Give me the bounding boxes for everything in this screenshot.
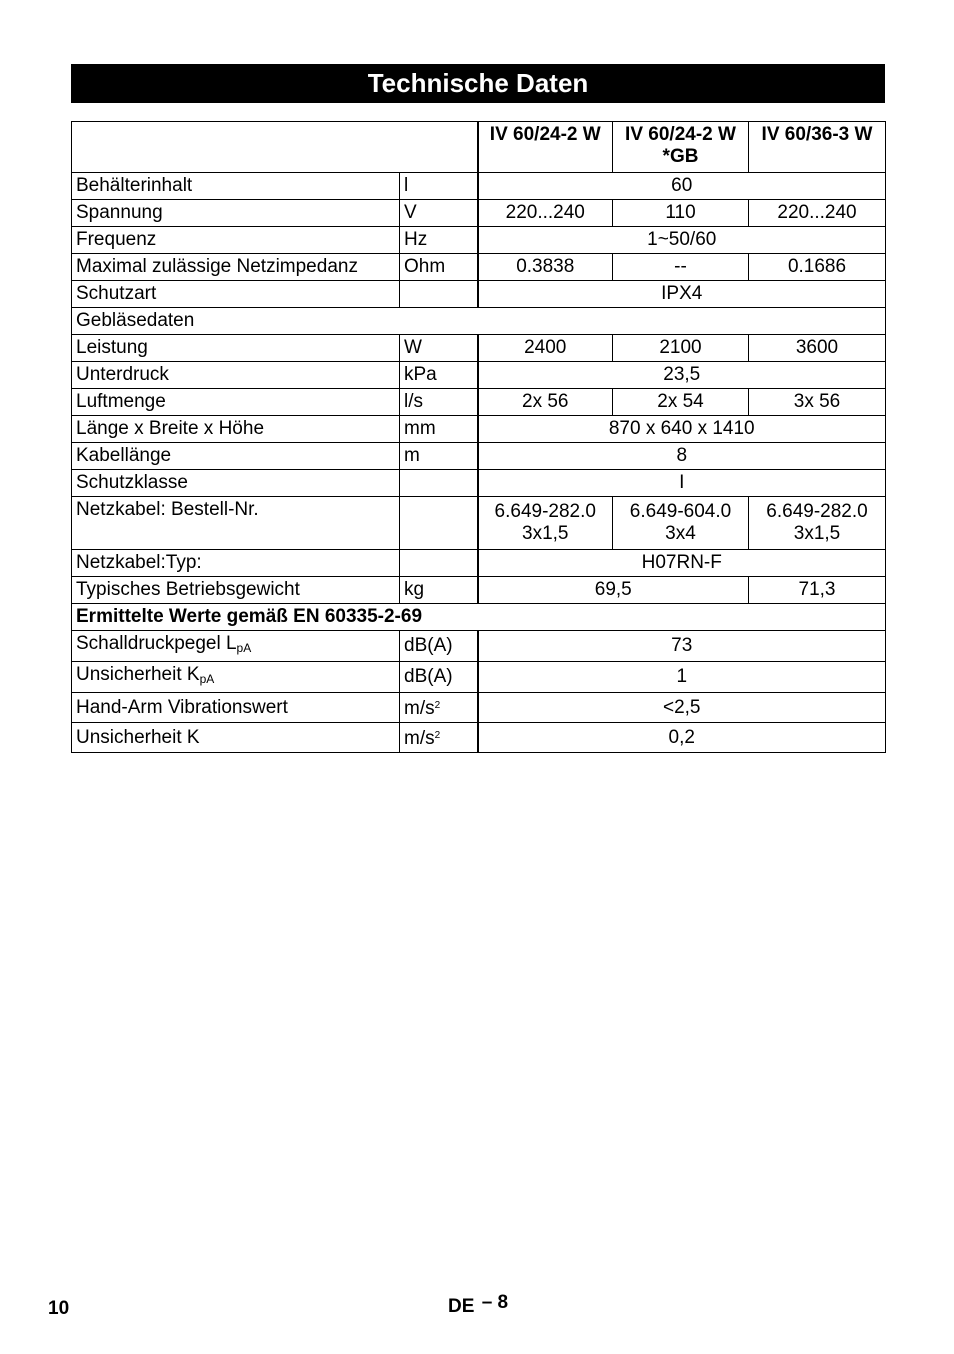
row-label: Schutzklasse	[72, 470, 400, 497]
row-value: 3600	[749, 335, 886, 362]
row-unit: dB(A)	[400, 662, 478, 693]
row-label: Hand-Arm Vibrationswert	[72, 693, 400, 723]
page-number: 10	[48, 1298, 70, 1319]
table-row	[72, 200, 886, 227]
row-value: 23,5	[478, 362, 886, 389]
model-header-1: IV 60/24-2 W	[478, 122, 613, 173]
row-unit: V	[400, 200, 478, 227]
row-unit: W	[400, 335, 478, 362]
row-value: 3x 56	[749, 389, 886, 416]
row-value: IPX4	[478, 281, 886, 308]
table-row	[72, 389, 886, 416]
row-label: Behälterinhalt	[72, 173, 400, 200]
footer-dash: – 8	[481, 1292, 509, 1313]
row-label: Schalldruckpegel $L_{pA}$	[72, 631, 400, 662]
row-value: 220...240	[749, 200, 886, 227]
table-row	[72, 227, 886, 254]
row-unit: $m/s^2$	[400, 693, 478, 723]
row-label: Netzkabel: Bestell-Nr.	[72, 497, 400, 550]
row-value: 2x 56	[478, 389, 613, 416]
row-value: 220...240	[478, 200, 613, 227]
section-row	[72, 604, 886, 631]
row-value: 8	[478, 443, 886, 470]
row-label: Luftmenge	[72, 389, 400, 416]
row-value: 6.649-604.0 3x4	[613, 497, 749, 550]
row-unit: Ohm	[400, 254, 478, 281]
table-row	[72, 254, 886, 281]
row-value: 60	[478, 173, 886, 200]
table-row	[72, 416, 886, 443]
row-value: 2x 54	[613, 389, 749, 416]
row-value: 2400	[478, 335, 613, 362]
row-label: Frequenz	[72, 227, 400, 254]
section-label: Gebläsedaten	[72, 308, 886, 335]
row-value: 1~50/60	[478, 227, 886, 254]
table-row	[72, 693, 886, 723]
row-unit: m	[400, 443, 478, 470]
table-row	[72, 443, 886, 470]
table-row	[72, 470, 886, 497]
row-value: 110	[613, 200, 749, 227]
row-value: <2,5	[478, 693, 886, 723]
row-value: 0.3838	[478, 254, 613, 281]
table-row	[72, 550, 886, 577]
row-unit	[400, 470, 478, 497]
row-unit	[400, 281, 478, 308]
row-label: Schutzart	[72, 281, 400, 308]
row-unit: dB(A)	[400, 631, 478, 662]
header-empty-cell	[72, 122, 478, 173]
footer-lang: DE	[448, 1296, 475, 1317]
row-label: Länge x Breite x Höhe	[72, 416, 400, 443]
row-unit: Hz	[400, 227, 478, 254]
row-unit: $m/s^2$	[400, 723, 478, 753]
row-value: 6.649-282.0 3x1,5	[478, 497, 613, 550]
section-label: Ermittelte Werte gemäß EN 60335-2-69	[72, 604, 886, 631]
table-row	[72, 577, 886, 604]
row-label: Typisches Betriebsgewicht	[72, 577, 400, 604]
row-label: Leistung	[72, 335, 400, 362]
table-row	[72, 723, 886, 753]
row-unit: l	[400, 173, 478, 200]
row-value: 0,2	[478, 723, 886, 753]
table-row	[72, 173, 886, 200]
table-row	[72, 335, 886, 362]
page-title: Technische Daten	[71, 64, 885, 103]
footer-language-page	[448, 1292, 509, 1318]
row-unit: l/s	[400, 389, 478, 416]
row-label: Netzkabel:Typ:	[72, 550, 400, 577]
row-value: 2100	[613, 335, 749, 362]
row-unit: kPa	[400, 362, 478, 389]
row-unit	[400, 497, 478, 550]
model-header-3: IV 60/36-3 W	[749, 122, 886, 173]
table-row	[72, 281, 886, 308]
row-value: 870 x 640 x 1410	[478, 416, 886, 443]
row-value: 1	[478, 662, 886, 693]
row-value: 0.1686	[749, 254, 886, 281]
row-value: 73	[478, 631, 886, 662]
row-label: Unterdruck	[72, 362, 400, 389]
row-value: I	[478, 470, 886, 497]
row-unit	[400, 550, 478, 577]
table-row	[72, 662, 886, 693]
row-unit: mm	[400, 416, 478, 443]
row-value: --	[613, 254, 749, 281]
row-label: Maximal zulässige Netzimpedanz	[72, 254, 400, 281]
row-label: Unsicherheit K	[72, 723, 400, 753]
row-unit: kg	[400, 577, 478, 604]
row-label: Spannung	[72, 200, 400, 227]
table-row	[72, 631, 886, 662]
row-value: 69,5	[478, 577, 749, 604]
model-header-2: IV 60/24-2 W *GB	[613, 122, 749, 173]
row-value: 6.649-282.0 3x1,5	[749, 497, 886, 550]
table-header-row	[72, 122, 886, 173]
row-value: H07RN-F	[478, 550, 886, 577]
section-row	[72, 308, 886, 335]
row-value: 71,3	[749, 577, 886, 604]
row-label: Kabellänge	[72, 443, 400, 470]
table-row	[72, 362, 886, 389]
table-row	[72, 497, 886, 550]
row-label: Unsicherheit $K_{pA}$	[72, 662, 400, 693]
spec-table	[71, 121, 886, 753]
